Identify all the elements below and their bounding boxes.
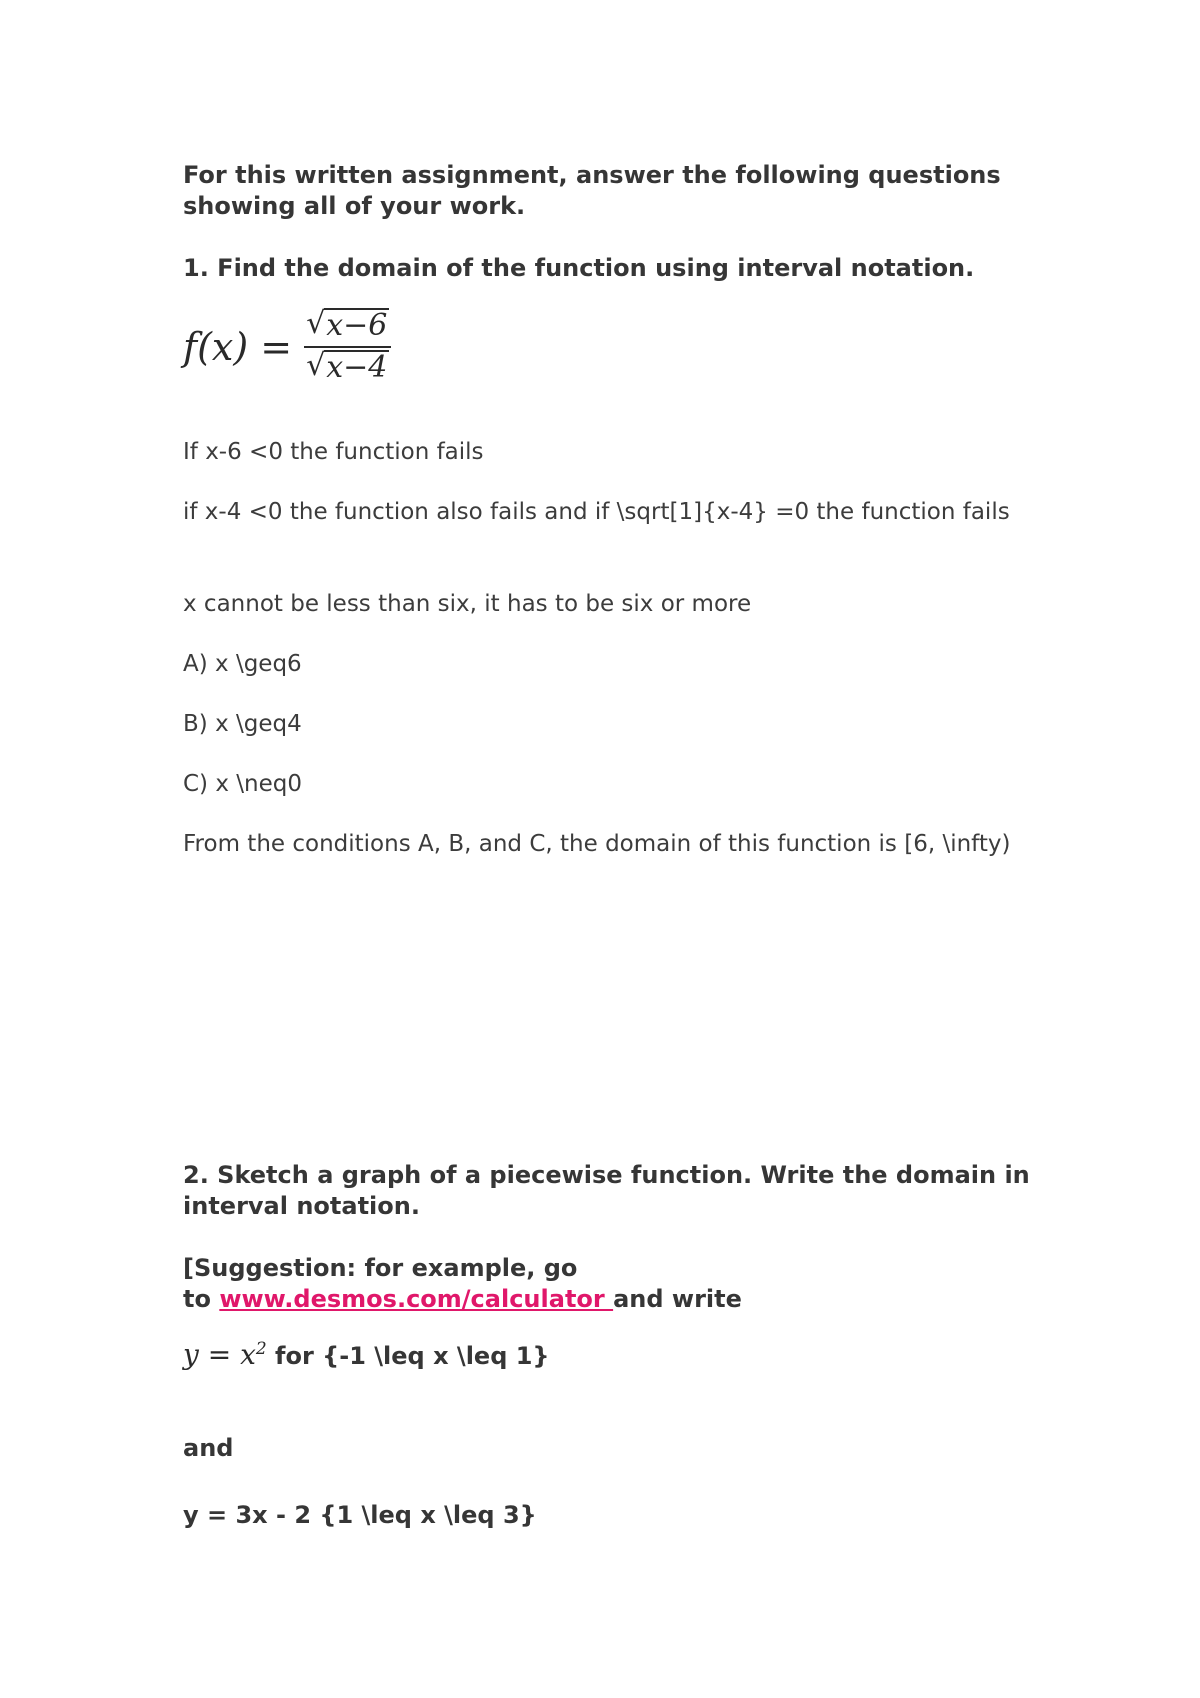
formula-lhs: f(x) [183, 325, 249, 369]
q2-formula-1 [183, 1338, 550, 1372]
q1-formula [183, 308, 391, 386]
q1-line-3: x cannot be less than six, it has to be six or more [183, 591, 752, 617]
q1-condition-c: C) x \neq0 [183, 771, 302, 797]
numerator-expression: x−6 [326, 308, 388, 343]
q2-formula-2: y = 3x - 2 {1 \leq x \leq 3} [183, 1501, 537, 1529]
q1-conclusion: From the conditions A, B, and C, the domain of this function is [6, \infty) [183, 831, 1011, 857]
desmos-link[interactable]: www.desmos.com/calculator [219, 1285, 614, 1313]
q2-and: and [183, 1434, 234, 1462]
suggestion-to: to [183, 1285, 220, 1313]
sqrt-symbol: √ [306, 306, 326, 341]
q1-condition-b: B) x \geq4 [183, 711, 302, 737]
sqrt-numerator [306, 308, 389, 344]
q1-heading: 1. Find the domain of the function using interval notation. [183, 254, 975, 282]
denominator-expression: x−4 [326, 350, 388, 385]
formula-fraction [304, 308, 391, 386]
sqrt-denominator [306, 350, 389, 386]
suggestion-after: and write [613, 1285, 742, 1313]
q1-line-1: If x-6 <0 the function fails [183, 439, 484, 465]
sqrt-symbol: √ [306, 348, 326, 383]
q2-heading: 2. Sketch a graph of a piecewise function. Write the domain in interval notation. [183, 1161, 1030, 1220]
suggestion-line-1: [Suggestion: for example, go [183, 1254, 578, 1282]
intro-text: For this written assignment, answer the following questions showing all of your work. [183, 161, 1001, 220]
formula-1-condition: for {-1 \leq x \leq 1} [266, 1342, 550, 1370]
q1-line-2: if x-4 <0 the function also fails and if \sqrt[1]{x-4} =0 the function fails [183, 499, 1010, 525]
formula-1-lhs: y = x [183, 1338, 256, 1371]
formula-1-exponent: 2 [255, 1338, 267, 1359]
formula-equals: = [260, 325, 293, 369]
q1-condition-a: A) x \geq6 [183, 651, 302, 677]
q2-suggestion [183, 1253, 1043, 1315]
